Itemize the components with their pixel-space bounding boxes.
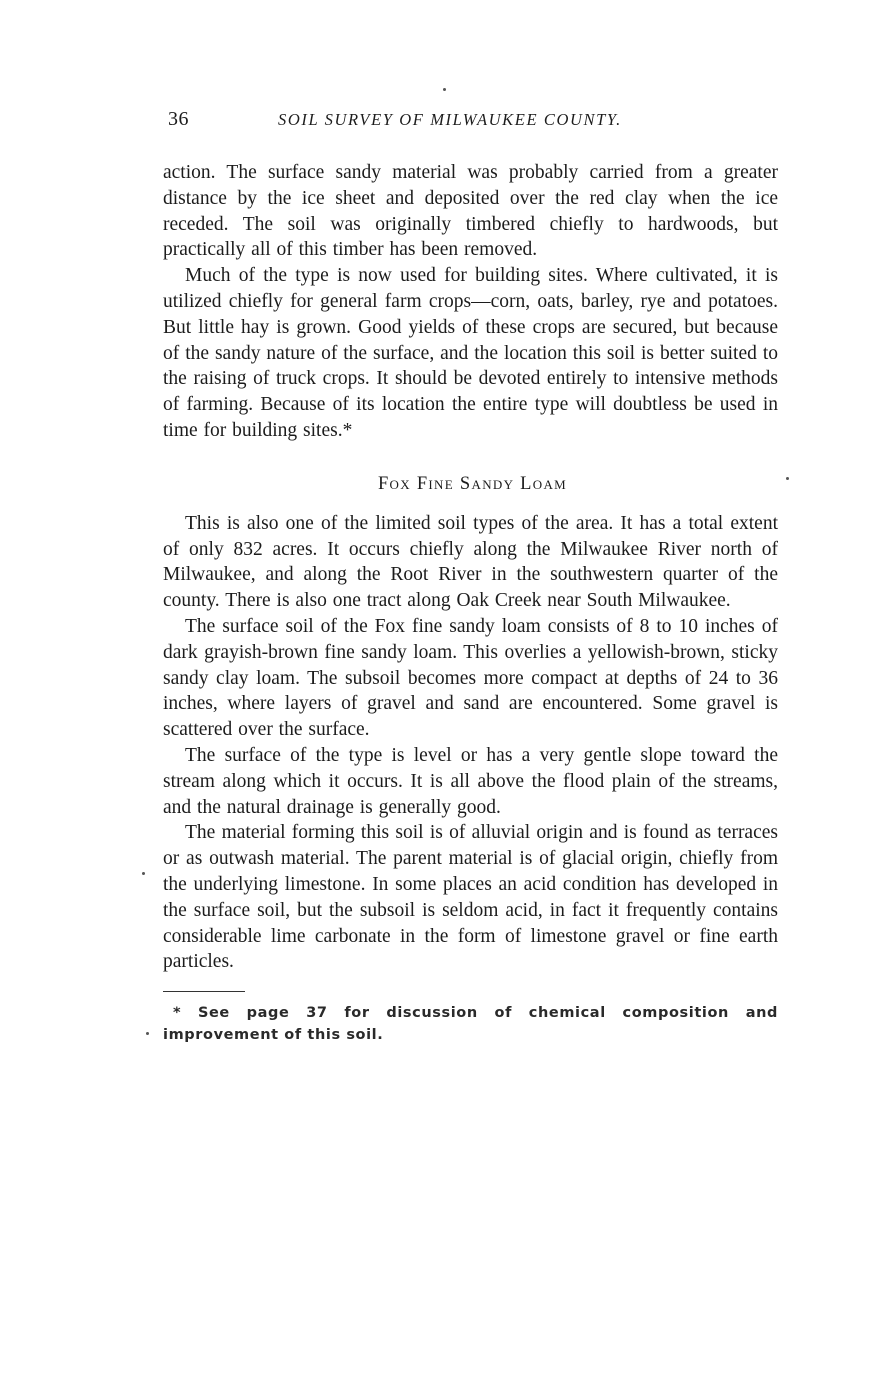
section-heading: Fox Fine Sandy Loam bbox=[377, 473, 568, 494]
print-speck bbox=[146, 1032, 149, 1035]
paragraph-extent: This is also one of the limited soil types of the area. It has a total extent of only 832 acres. It occurs chiefly along the Milwaukee River north of Milwaukee, and along the Root River in the southwestern quarter of the county. There is also one tract along Oak Creek near South Milwaukee. bbox=[163, 512, 778, 612]
footnote-divider bbox=[163, 991, 245, 992]
running-header bbox=[165, 108, 780, 138]
print-speck bbox=[142, 872, 145, 875]
paragraph-topography: The surface of the type is level or has a very gentle slope toward the stream along which it occurs. It is all above the flood plain of the streams, and the natural drainage is generally good. bbox=[163, 744, 778, 818]
body-text bbox=[163, 160, 778, 1046]
paragraph-soil-profile: The surface soil of the Fox fine sandy loam consists of 8 to 10 inches of dark grayish-brown fine sandy loam. This overlies a yellowish-brown, sticky sandy clay loam. The subsoil becomes more compact at depths of 24 to 36 inches, where layers of gravel and sand are encountered. Some gravel is scattered over the surface. bbox=[163, 615, 778, 741]
paragraph-land-use: Much of the type is now used for building sites. Where cultivated, it is utilized chiefly for general farm crops—corn, oats, barley, rye and potatoes. But little hay is grown. Good yields of these crops are secured, but because of the sandy nature of the surface, and the location this soil is better suited to the raising of truck crops. It should be devoted entirely to intensive methods of farming. Because of its location the entire type will doubtless be used in time for building sites.* bbox=[163, 265, 778, 441]
page-number: 36 bbox=[168, 108, 189, 130]
paragraph-origin: The material forming this soil is of alluvial origin and is found as terraces or as outwash material. The parent material is of glacial origin, chiefly from the underlying limestone. In some places an acid condition has developed in the surface soil, but the subsoil is seldom acid, in fact it frequently contains considerable lime carbonate in the form of limestone gravel or fine earth particles. bbox=[163, 822, 778, 973]
print-speck bbox=[443, 88, 446, 91]
footnote: * See page 37 for discussion of chemical composition and improvement of this soil. bbox=[163, 1005, 778, 1044]
print-speck bbox=[786, 477, 789, 480]
running-title: SOIL SURVEY OF MILWAUKEE COUNTY. bbox=[278, 110, 622, 129]
paragraph-continued: action. The surface sandy material was probably carried from a greater distance by the ice sheet and deposited over the red clay when the ice receded. The soil was originally timbered chiefly to hardwoods, but practically all of this timber has been removed. bbox=[163, 162, 778, 261]
